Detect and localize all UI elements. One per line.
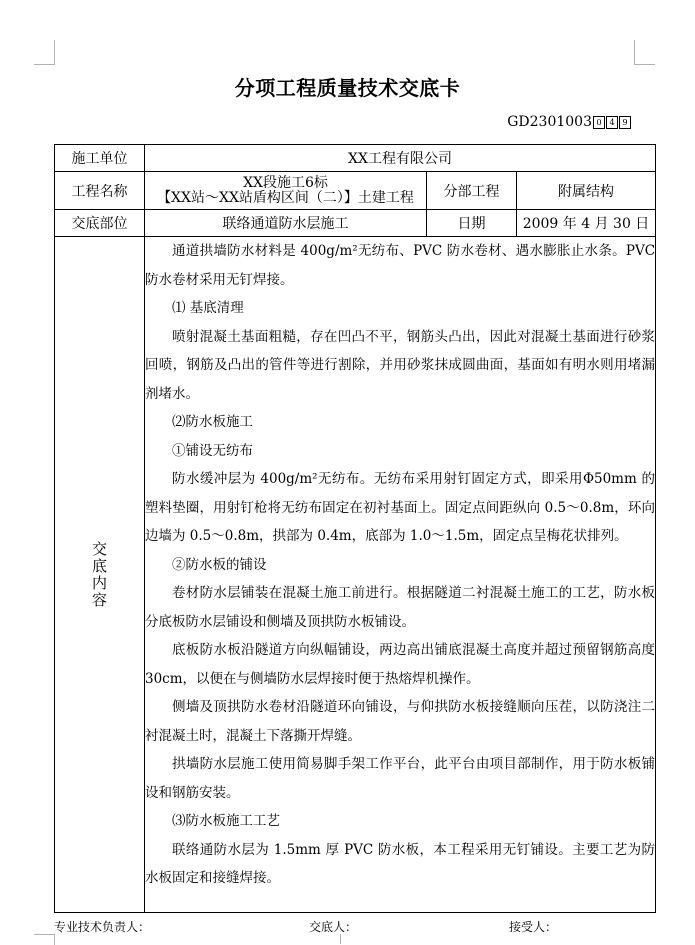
project-value (145, 172, 427, 210)
content-paragraph: 防水缓冲层为 400g/m²无纺布。无纺布采用射钉固定方式，即采用Φ50mm 的塑料垫圈，用射钉枪将无纺布固定在初衬基面上。固定点间距纵向 0.5～0.8m，环向边墙为 0.5～0.8m，拱部为 0.4m，底部为 1.0～1.5m，固定点呈梅花状排列。 (145, 471, 656, 544)
document-number-box: 4 (606, 116, 618, 129)
project-label: 工程名称 (55, 172, 145, 210)
date-value: 2009 年 4 月 30 日 (517, 210, 656, 237)
receiver-signature: 接受人： (509, 920, 558, 934)
content-paragraph: 通道拱墙防水材料是 400g/m²无纺布、PVC 防水卷材、遇水膨胀止水条。PVC 防水卷材采用无钉焊接。 (145, 243, 656, 288)
page-title: 分项工程质量技术交底卡 (234, 76, 461, 100)
content-paragraph: ⑶防水板施工工艺 (172, 813, 280, 829)
tech-lead-signature: 专业技术负责人： (54, 920, 151, 934)
content-paragraph: 拱墙防水层施工使用简易脚手架工作平台，此平台由项目部制作，用于防水板铺设和钢筋安装。 (145, 756, 656, 801)
unit-label: 施工单位 (55, 145, 145, 172)
content-paragraph: 联络通防水层为 1.5mm 厚 PVC 防水板，本工程采用无钉铺设。主要工艺为防水板固定和接缝焊接。 (145, 841, 656, 886)
unit-value: XX工程有限公司 (145, 145, 656, 172)
document-number (507, 114, 631, 130)
content-label: 交底内容 (91, 539, 107, 609)
content-body (145, 237, 656, 913)
signature-footer (54, 918, 655, 936)
discloser-signature: 交底人： (309, 920, 358, 934)
part-label: 交底部位 (55, 210, 145, 237)
table-row (55, 145, 656, 172)
content-paragraph: 喷射混凝土基面粗糙，存在凹凸不平，钢筋头凸出，因此对混凝土基面进行砂浆回喷，钢筋及凸出的管件等进行割除，并用砂浆抹成圆曲面，基面如有明水则用堵漏剂堵水。 (145, 328, 656, 402)
document-number-box: 9 (619, 116, 631, 129)
content-label-cell (55, 237, 145, 913)
crop-mark-top-right (634, 40, 655, 65)
project-line-1: XX段施工6标 (243, 174, 328, 191)
content-paragraph: ⑵防水板施工 (172, 414, 253, 430)
project-line-2: 【XX站～XX站盾构区间（二）】土建工程 (157, 189, 414, 206)
table-row (55, 172, 656, 210)
date-label: 日期 (427, 210, 517, 237)
document-number-box: 0 (593, 116, 605, 129)
content-paragraph: 底板防水板沿隧道方向纵幅铺设，两边高出铺底混凝土高度并超过预留钢筋高度 30cm，以便在与侧墙防水层焊接时便于热熔焊机操作。 (145, 642, 656, 687)
document-number-prefix: GD2301003 (507, 114, 592, 130)
subproject-value: 附属结构 (517, 172, 656, 210)
part-value: 联络通道防水层施工 (145, 210, 427, 237)
subproject-label: 分部工程 (427, 172, 517, 210)
content-paragraph: 卷材防水层铺装在混凝土施工前进行。根据隧道二衬混凝土施工的工艺，防水板分底板防水层铺设和侧墙及顶拱防水板铺设。 (145, 585, 656, 630)
content-paragraph: ⑴ 基底清理 (172, 300, 244, 316)
table-row (55, 210, 656, 237)
crop-mark-top-left (34, 40, 55, 65)
crop-mark-bottom-left (34, 934, 55, 945)
content-paragraph: ②防水板的铺设 (172, 556, 267, 573)
content-paragraph: 侧墙及顶拱防水卷材沿隧道环向铺设，与仰拱防水板接缝顺向压茬，以防浇注二衬混凝土时，混凝土下落撕开焊缝。 (145, 699, 656, 744)
table-row (55, 237, 656, 913)
content-paragraph: ①铺设无纺布 (172, 442, 253, 459)
disclosure-table (54, 144, 656, 913)
